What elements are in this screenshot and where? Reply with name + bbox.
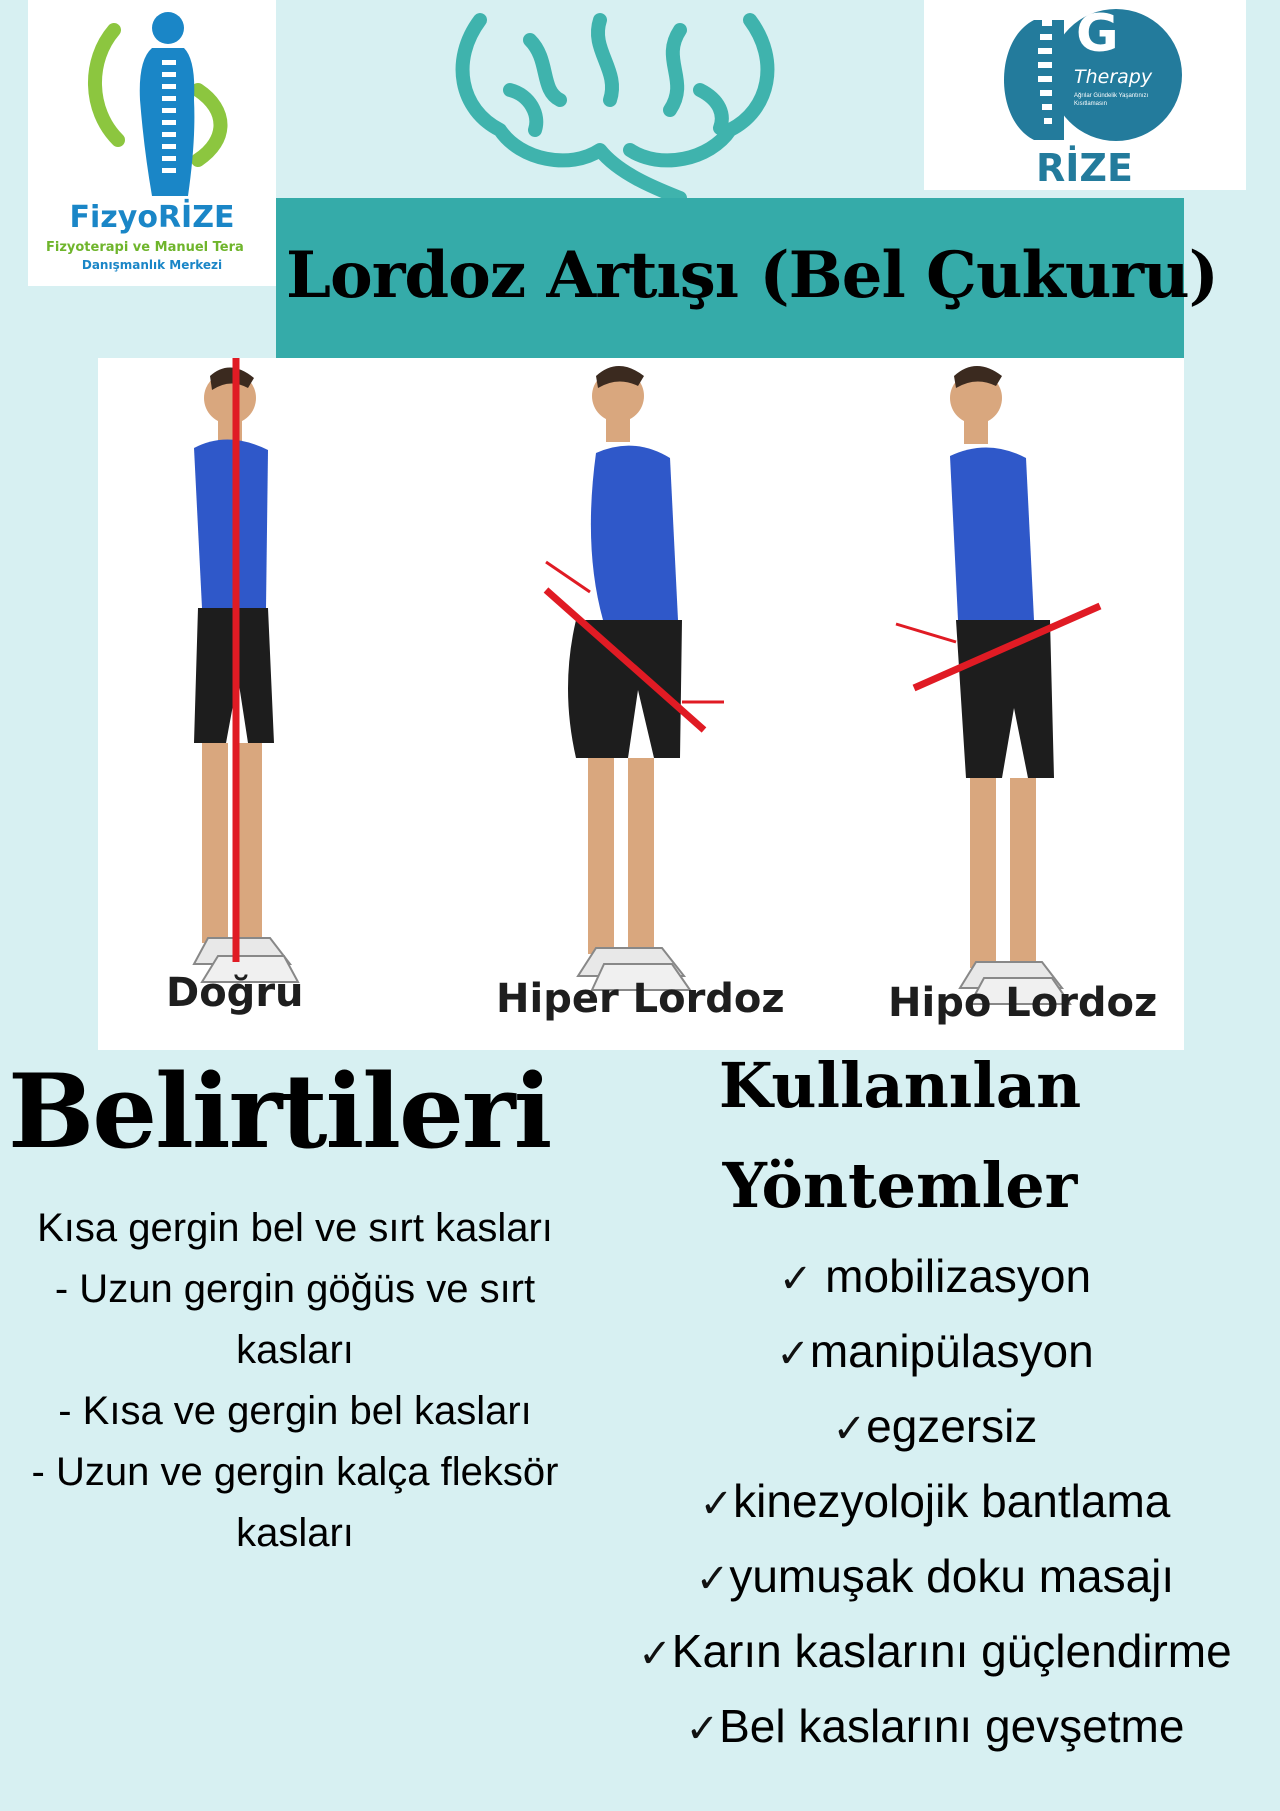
fizyorize-subtitle: Fizyoterapi ve Manuel Tera [46, 240, 244, 255]
check-icon: ✓ [638, 1631, 672, 1677]
check-icon: ✓ [699, 1481, 734, 1527]
g-therapy-letter: G [1076, 4, 1119, 64]
check-icon: ✓ [776, 1331, 810, 1377]
fizyorize-logo [28, 0, 276, 286]
symptom-line: - Kısa ve gergin bel kasları [58, 1389, 532, 1433]
symptom-line: Kısa gergin bel ve sırt kasları [37, 1206, 553, 1250]
title-banner [276, 198, 1218, 358]
method-item: ✓kinezyolojik bantlama [699, 1475, 1171, 1527]
brain-icon [450, 0, 780, 198]
check-icon: ✓ [685, 1706, 720, 1752]
method-item: ✓Karın kaslarını güçlendirme [638, 1625, 1232, 1677]
label-hypo-lordosis: Hipo Lordoz [888, 980, 1158, 1026]
spine-figure-icon [28, 0, 276, 200]
methods-list [590, 1240, 1280, 1765]
method-item: ✓Bel kaslarını gevşetme [685, 1700, 1185, 1752]
g-therapy-city: RİZE [1036, 146, 1133, 190]
methods-heading [620, 1036, 1180, 1236]
g-therapy-tagline: Ağrılar Gündelik Yaşantınızı Kısıtlamasın [1074, 93, 1149, 107]
method-item: ✓ mobilizasyon [778, 1250, 1092, 1302]
methods-heading-line-2: Yöntemler [722, 1149, 1078, 1222]
check-icon: ✓ [695, 1556, 730, 1602]
figure-correct-posture [194, 358, 298, 982]
figure-hyper-lordosis [546, 366, 724, 990]
symptom-line: kasları [236, 1511, 354, 1555]
symptom-line: - Uzun gergin göğüs ve sırt [54, 1267, 536, 1311]
label-hyper-lordosis: Hiper Lordoz [496, 976, 785, 1022]
symptom-line: kasları [236, 1328, 354, 1372]
symptoms-heading: Belirtileri [8, 1052, 551, 1172]
method-item: ✓manipülasyon [776, 1325, 1094, 1377]
page-title: Lordoz Artışı (Bel Çukuru) [286, 238, 1218, 313]
posture-illustration [98, 358, 1184, 1050]
symptoms-list [0, 1198, 590, 1564]
methods-heading-line-1: Kullanılan [718, 1049, 1082, 1122]
label-correct: Doğru [166, 970, 304, 1016]
g-therapy-name: Therapy [1074, 66, 1153, 88]
symptom-line: - Uzun ve gergin kalça fleksör [31, 1450, 559, 1494]
check-icon: ✓ [832, 1406, 867, 1452]
figure-hypo-lordosis [896, 366, 1100, 1004]
fizyorize-wordmark: FizyoRİZE [69, 200, 235, 235]
fizyorize-subtitle-2: Danışmanlık Merkezi [81, 258, 223, 272]
check-icon: ✓ [778, 1256, 813, 1302]
method-item: ✓yumuşak doku masajı [695, 1550, 1175, 1602]
g-therapy-logo [924, 0, 1246, 190]
posture-comparison-figure [98, 358, 1184, 1050]
method-item: ✓egzersiz [832, 1400, 1038, 1452]
